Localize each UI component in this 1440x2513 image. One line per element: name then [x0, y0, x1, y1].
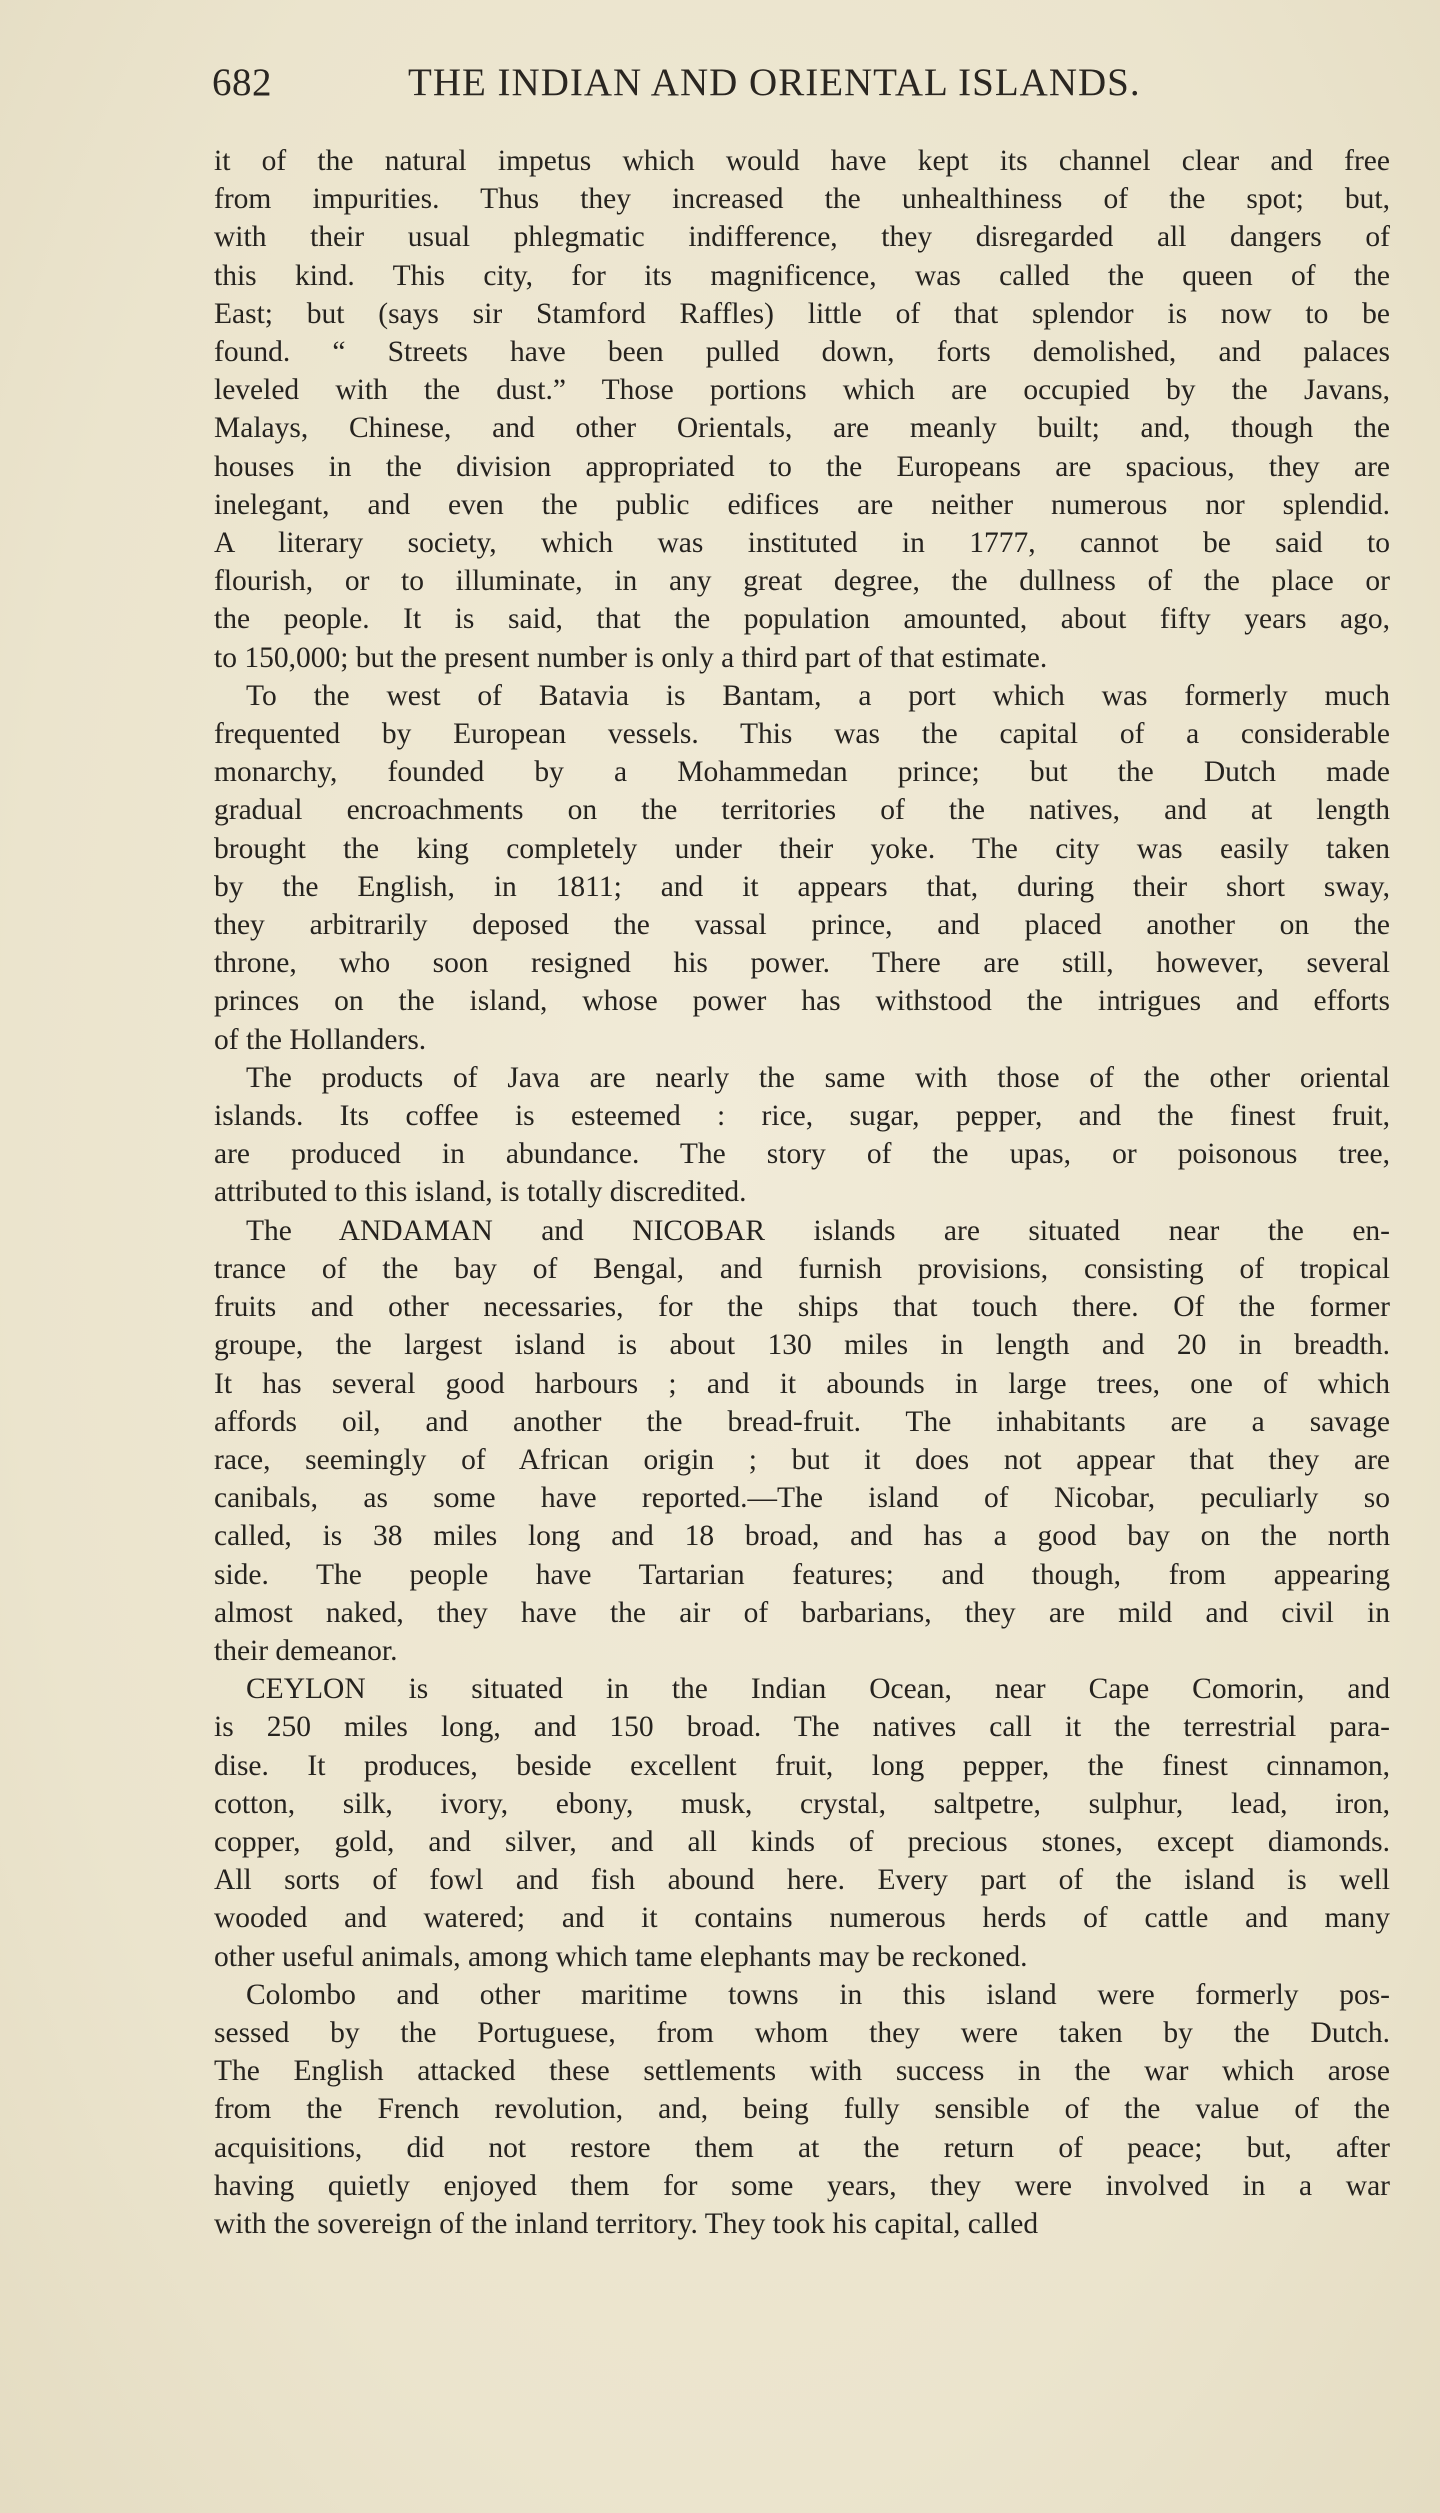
page-number: 682 [212, 61, 272, 104]
text-line: Colombo and other maritime towns in this island were formerly pos- [246, 1978, 1390, 2011]
text-line: The ANDAMAN and NICOBAR islands are situated near the en- [246, 1214, 1390, 1247]
paragraph [214, 677, 1390, 1059]
text-line: wooded and watered; and it contains numerous herds of cattle and many [214, 1902, 1390, 1935]
text-line: to 150,000; but the present number is only a third part of that estimate. [214, 641, 1048, 674]
text-line: fruits and other necessaries, for the ships that touch there. Of the former [214, 1291, 1390, 1324]
text-line: sessed by the Portuguese, from whom they were taken by the Dutch. [214, 2016, 1390, 2049]
text-line: of the Hollanders. [214, 1023, 427, 1056]
text-line: it of the natural impetus which would have kept its channel clear and free [214, 145, 1390, 177]
text-line: gradual encroachments on the territories of the natives, and at length [214, 794, 1390, 827]
paragraph [214, 142, 1390, 677]
text-line: It has several good harbours ; and it abounds in large trees, one of which [214, 1367, 1390, 1400]
text-line: by the English, in 1811; and it appears that, during their short sway, [214, 870, 1390, 903]
text-line: from impurities. Thus they increased the unhealthiness of the spot; but, [214, 183, 1390, 216]
text-line: inelegant, and even the public edifices are neither numerous nor splendid. [214, 488, 1390, 521]
text-line: with their usual phlegmatic indifference, they disregarded all dangers of [214, 221, 1390, 254]
text-line: groupe, the largest island is about 130 miles in length and 20 in breadth. [214, 1329, 1390, 1362]
text-line: canibals, as some have reported.—The island of Nicobar, peculiarly so [214, 1482, 1390, 1515]
text-line: The products of Java are nearly the same with those of the other oriental [246, 1061, 1390, 1094]
text-line: The English attacked these settlements with success in the war which arose [214, 2055, 1390, 2088]
text-line: copper, gold, and silver, and all kinds of precious stones, except diamonds. [214, 1825, 1390, 1858]
text-line: brought the king completely under their yoke. The city was easily taken [214, 832, 1390, 865]
text-line: having quietly enjoyed them for some years, they were involved in a war [214, 2169, 1390, 2202]
paragraph [214, 1670, 1390, 1976]
text-line: is 250 miles long, and 150 broad. The natives call it the terrestrial para- [214, 1711, 1390, 1744]
text-line: called, is 38 miles long and 18 broad, and has a good bay on the north [214, 1520, 1390, 1553]
text-line: monarchy, founded by a Mohammedan prince; but the Dutch made [214, 756, 1390, 789]
text-line: found. “ Streets have been pulled down, forts demolished, and palaces [214, 336, 1390, 369]
body-text [214, 142, 1390, 2243]
text-line: Malays, Chinese, and other Orientals, are meanly built; and, though the [214, 412, 1390, 445]
text-line: their demeanor. [214, 1634, 398, 1667]
text-line: affords oil, and another the bread-fruit. The inhabitants are a savage [214, 1405, 1390, 1438]
text-line: houses in the division appropriated to the Europeans are spacious, they are [214, 450, 1390, 483]
page-header [212, 60, 1392, 120]
text-line: flourish, or to illuminate, in any great degree, the dullness of the place or [214, 565, 1390, 598]
text-line: attributed to this island, is totally discredited. [214, 1176, 747, 1209]
paragraph [214, 1059, 1390, 1212]
text-line: princes on the island, whose power has withstood the intrigues and efforts [214, 985, 1390, 1018]
text-line: race, seemingly of African origin ; but it does not appear that they are [214, 1443, 1390, 1476]
text-line: with the sovereign of the inland territory. They took his capital, called [214, 2207, 1039, 2240]
text-line: this kind. This city, for its magnificence, was called the queen of the [214, 259, 1390, 292]
text-line: East; but (says sir Stamford Raffles) little of that splendor is now to be [214, 297, 1390, 330]
text-line: are produced in abundance. The story of the upas, or poisonous tree, [214, 1138, 1390, 1171]
text-line: All sorts of fowl and fish abound here. Every part of the island is well [214, 1864, 1390, 1897]
text-line: leveled with the dust.” Those portions which are occupied by the Javans, [214, 374, 1390, 407]
text-line: A literary society, which was instituted in 1777, cannot be said to [214, 527, 1390, 560]
text-line: from the French revolution, and, being fully sensible of the value of the [214, 2093, 1390, 2126]
text-line: throne, who soon resigned his power. There are still, however, several [214, 947, 1390, 980]
text-line: side. The people have Tartarian features; and though, from appearing [214, 1558, 1390, 1591]
text-line: To the west of Batavia is Bantam, a port which was formerly much [246, 679, 1390, 712]
paragraph [214, 1976, 1390, 2243]
text-line: islands. Its coffee is esteemed : rice, sugar, pepper, and the finest fruit, [214, 1100, 1390, 1133]
text-line: almost naked, they have the air of barbarians, they are mild and civil in [214, 1596, 1390, 1629]
text-line: other useful animals, among which tame elephants may be reckoned. [214, 1940, 1028, 1973]
text-line: cotton, silk, ivory, ebony, musk, crystal, saltpetre, sulphur, lead, iron, [214, 1787, 1390, 1820]
text-line: trance of the bay of Bengal, and furnish provisions, consisting of tropical [214, 1252, 1390, 1285]
text-line: the people. It is said, that the population amounted, about fifty years ago, [214, 603, 1390, 636]
text-line: they arbitrarily deposed the vassal prince, and placed another on the [214, 909, 1390, 942]
text-line: CEYLON is situated in the Indian Ocean, near Cape Comorin, and [246, 1673, 1390, 1706]
text-line: frequented by European vessels. This was the capital of a considerable [214, 718, 1390, 751]
text-line: acquisitions, did not restore them at the return of peace; but, after [214, 2131, 1390, 2164]
paragraph [214, 1212, 1390, 1670]
running-title: THE INDIAN AND ORIENTAL ISLANDS. [408, 61, 1141, 104]
text-line: dise. It produces, beside excellent fruit, long pepper, the finest cinnamon, [214, 1749, 1390, 1782]
